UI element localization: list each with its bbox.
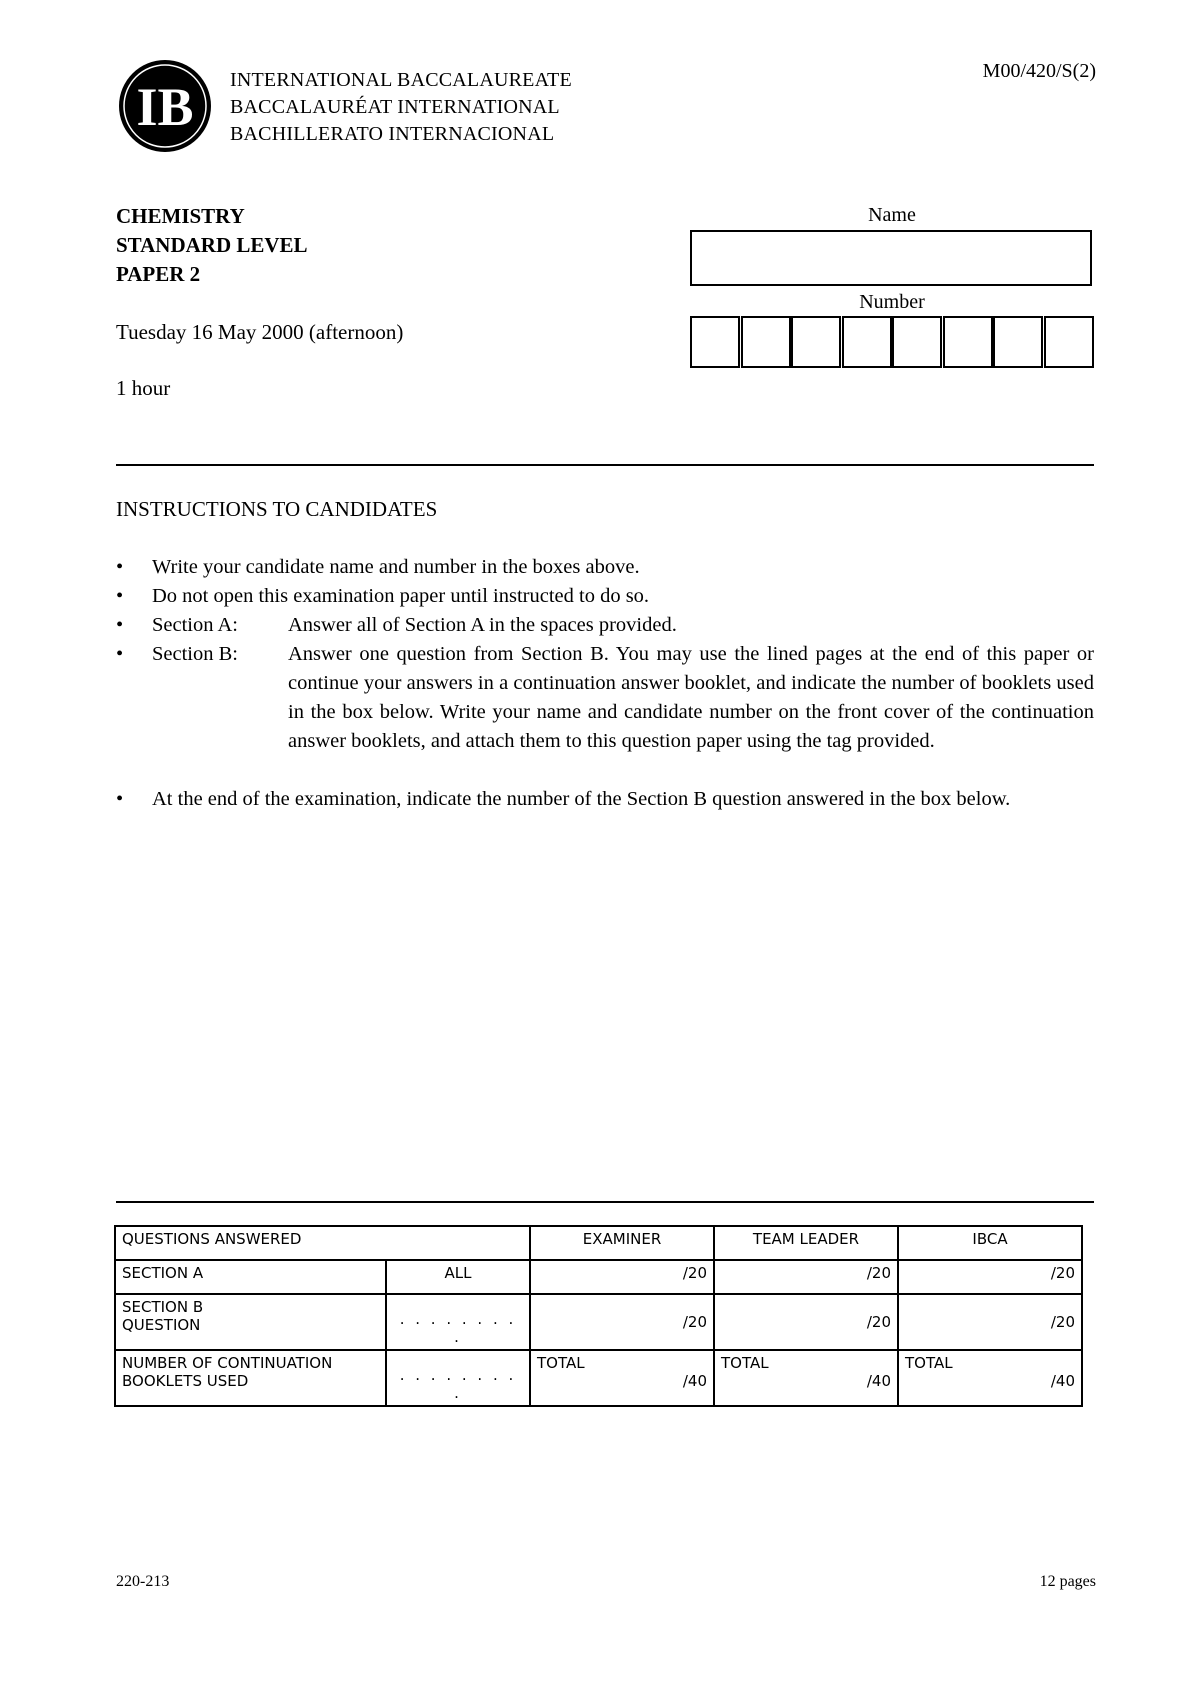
instruction-item	[116, 553, 1094, 582]
booklets-used-field[interactable]	[386, 1350, 530, 1406]
total-label: TOTAL	[905, 1354, 953, 1372]
booklets-label-line2: BOOKLETS USED	[122, 1372, 249, 1390]
bullet-icon: •	[116, 556, 124, 578]
table-row	[115, 1350, 1082, 1406]
booklets-label-line1: NUMBER OF CONTINUATION	[122, 1354, 333, 1372]
org-name-spanish: BACHILLERATO INTERNACIONAL	[230, 123, 555, 145]
total-mark: /40	[1050, 1372, 1075, 1390]
subject-title: CHEMISTRY	[116, 204, 245, 228]
table-row	[115, 1294, 1082, 1350]
section-a-value: ALL	[386, 1260, 530, 1294]
section-b-label-line1: SECTION B	[122, 1298, 204, 1316]
paper-code: M00/420/S(2)	[982, 60, 1096, 82]
instruction-item	[116, 611, 1094, 640]
section-a-ibca-mark[interactable]: /20	[898, 1260, 1082, 1294]
number-digit-box[interactable]	[791, 316, 841, 368]
number-digit-box[interactable]	[943, 316, 993, 368]
number-digit-box[interactable]	[1044, 316, 1094, 368]
name-label: Name	[868, 204, 916, 226]
number-digit-box[interactable]	[993, 316, 1043, 368]
instruction-item	[116, 785, 1094, 843]
instruction-text: Write your candidate name and number in the boxes above.	[152, 556, 640, 578]
number-digit-box[interactable]	[892, 316, 942, 368]
marks-table	[114, 1225, 1083, 1407]
total-label: TOTAL	[537, 1354, 585, 1372]
total-mark: /40	[866, 1372, 891, 1390]
booklets-label	[115, 1350, 386, 1406]
ibca-total[interactable]	[898, 1350, 1082, 1406]
section-a-label: SECTION A	[115, 1260, 386, 1294]
subject-level: STANDARD LEVEL	[116, 233, 308, 257]
candidate-number-field[interactable]	[690, 316, 1094, 368]
total-mark: /40	[682, 1372, 707, 1390]
section-b-question-field[interactable]	[386, 1294, 530, 1350]
candidate-name-field[interactable]	[690, 230, 1092, 286]
header-examiner: EXAMINER	[530, 1226, 714, 1260]
top-divider	[116, 464, 1094, 466]
section-a-examiner-mark[interactable]: /20	[530, 1260, 714, 1294]
instruction-text: Do not open this examination paper until instructed to do so.	[152, 585, 650, 607]
instruction-label: Section A:	[152, 614, 238, 636]
section-b-team-leader-mark[interactable]: /20	[714, 1294, 898, 1350]
section-b-label-line2: QUESTION	[122, 1316, 201, 1334]
section-a-team-leader-mark[interactable]: /20	[714, 1260, 898, 1294]
number-digit-box[interactable]	[741, 316, 791, 368]
number-digit-box[interactable]	[842, 316, 892, 368]
header-questions-answered: QUESTIONS ANSWERED	[115, 1226, 530, 1260]
total-label: TOTAL	[721, 1354, 769, 1372]
instruction-label: Section B:	[152, 643, 238, 665]
dotted-entry: . . . . . . . . .	[399, 1366, 517, 1402]
number-digit-box[interactable]	[690, 316, 740, 368]
instruction-text: At the end of the examination, indicate the number of the Section B question answered in the box below.	[152, 788, 1011, 810]
bullet-icon: •	[116, 585, 124, 607]
org-name-french: BACCALAURÉAT INTERNATIONAL	[230, 96, 560, 118]
bullet-icon: •	[116, 643, 124, 665]
exam-date: Tuesday 16 May 2000 (afternoon)	[116, 320, 404, 344]
section-b-ibca-mark[interactable]: /20	[898, 1294, 1082, 1350]
instructions-heading: INSTRUCTIONS TO CANDIDATES	[116, 497, 438, 521]
table-row	[115, 1260, 1082, 1294]
examiner-total[interactable]	[530, 1350, 714, 1406]
section-b-label	[115, 1294, 386, 1350]
dotted-entry: . . . . . . . . .	[399, 1310, 517, 1346]
org-name-english: INTERNATIONAL BACCALAUREATE	[230, 69, 572, 91]
number-label: Number	[859, 291, 925, 313]
exam-duration: 1 hour	[116, 376, 171, 400]
bottom-divider	[116, 1201, 1094, 1203]
footer-code: 220-213	[116, 1573, 170, 1590]
bullet-icon: •	[116, 614, 124, 636]
header-team-leader: TEAM LEADER	[714, 1226, 898, 1260]
ib-logo-lettering: IB	[136, 77, 194, 137]
subject-paper: PAPER 2	[116, 262, 201, 286]
instruction-text: Answer one question from Section B. You may use the lined pages at the end of this paper or continue your answers in a continuation answer booklet, and indicate the number of booklets used in the box below. Write your name and candidate number on the front cover of the continuation answer booklets, and attach them to this question paper using the tag provided.	[288, 643, 1094, 752]
bullet-icon: •	[116, 788, 124, 810]
instruction-item	[116, 582, 1094, 611]
instruction-text: Answer all of Section A in the spaces provided.	[288, 614, 677, 636]
ib-logo	[117, 58, 213, 154]
section-b-examiner-mark[interactable]: /20	[530, 1294, 714, 1350]
team-leader-total[interactable]	[714, 1350, 898, 1406]
footer-page-count: 12 pages	[1039, 1573, 1096, 1590]
instruction-item	[116, 640, 1094, 785]
header-ibca: IBCA	[898, 1226, 1082, 1260]
